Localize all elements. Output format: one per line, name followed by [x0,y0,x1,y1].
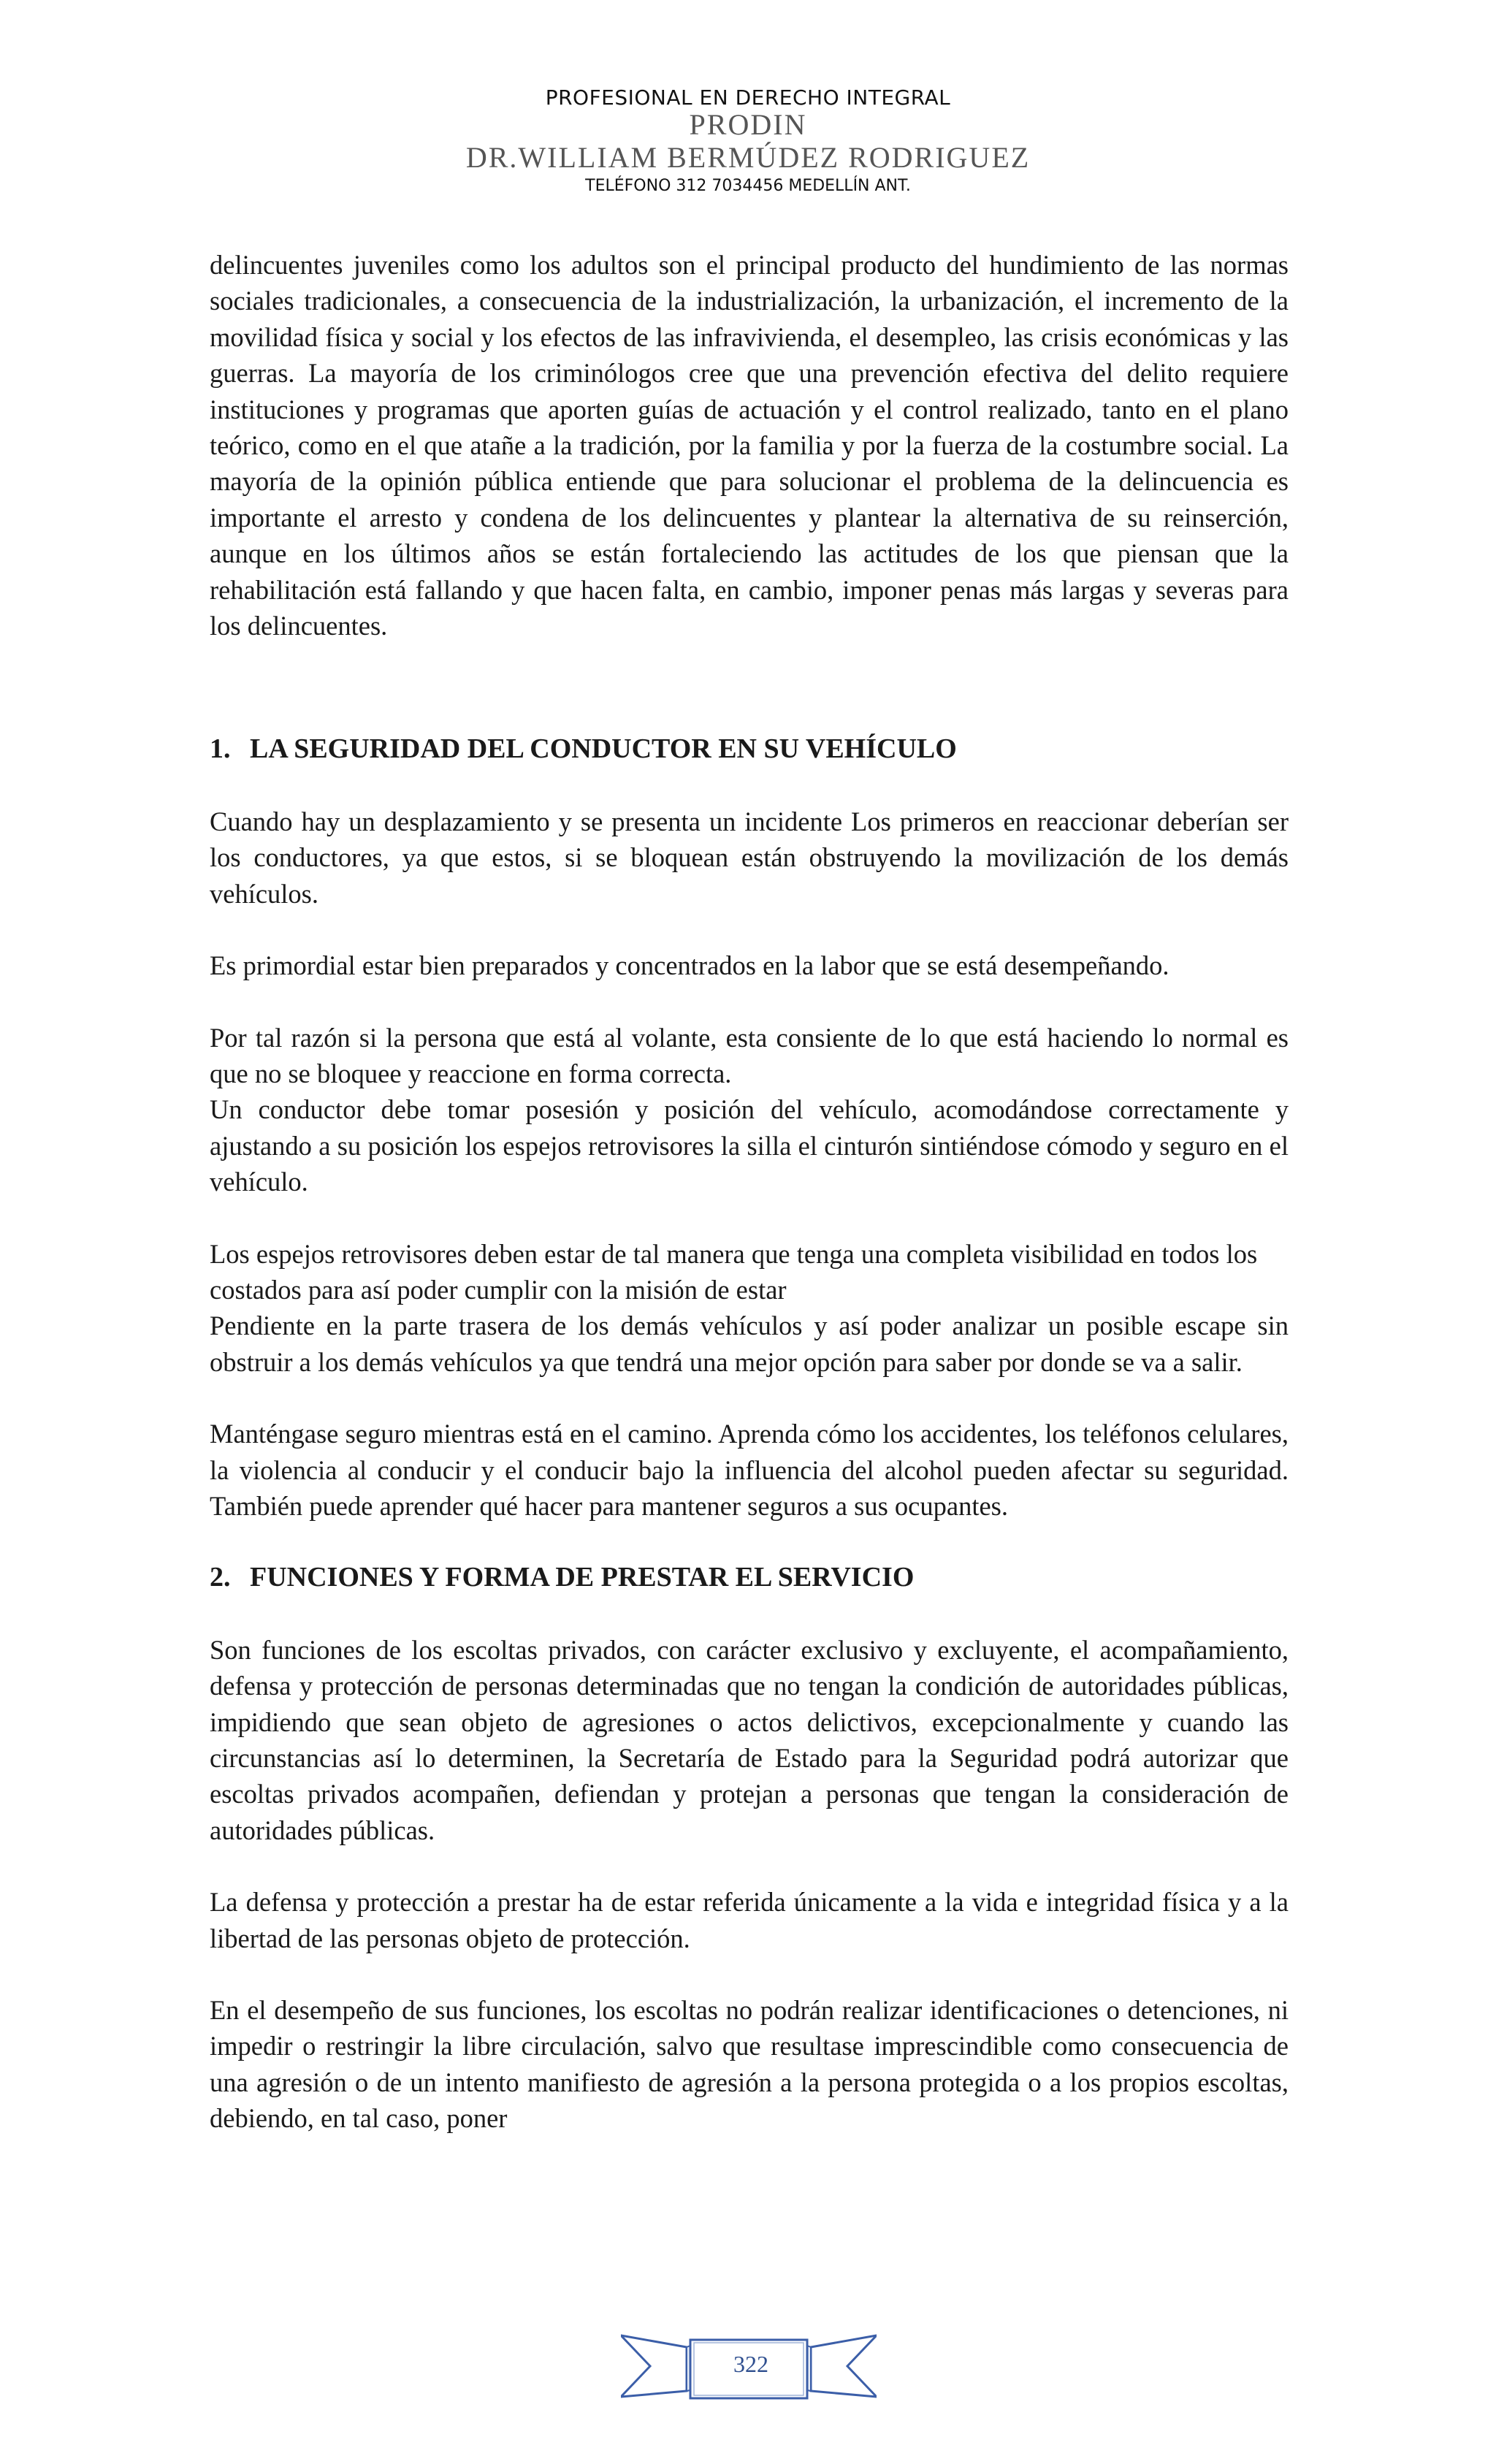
section-1-paragraph: Pendiente en la parte trasera de los demás vehículos y así poder analizar un posible escape sin obstruir a los demás vehículos ya que tendrá una mejor opción para saber por donde se va a salir. [210,1311,1289,1377]
section-1-paragraph: Es primordial estar bien preparados y concentrados en la labor que se está desempeñando. [210,950,1169,981]
page-number: 322 [733,2351,768,2377]
section-2-paragraph: La defensa y protección a prestar ha de estar referida únicamente a la vida e integridad física y a la libertad de las personas objeto de protección. [210,1887,1289,1953]
section-2-heading [210,1560,1289,1595]
document-body [210,247,1289,2137]
section-1-title: LA SEGURIDAD DEL CONDUCTOR EN SU VEHÍCULO [250,733,957,765]
section-2-paragraph: En el desempeño de sus funciones, los escoltas no podrán realizar identificaciones o detenciones, ni impedir o restringir la libre circulación, salvo que resultase imprescindible como consecuencia de una agresión o de un intento manifiesto de agresión a la persona protegida o a los propios escoltas, debiendo, en tal caso, poner [210,1995,1289,2134]
spacer [210,1380,1289,1416]
spacer [210,1524,1289,1560]
section-2-number: 2. [210,1562,231,1593]
section-2-title: FUNCIONES Y FORMA DE PRESTAR EL SERVICIO [250,1562,915,1593]
section-1-paragraph: Un conductor debe tomar posesión y posición del vehículo, acomodándose correctamente y ajustando a su posición los espejos retrovisores la silla el cinturón sintiéndose cómodo y seguro en el vehículo. [210,1094,1289,1197]
section-2-paragraph: Son funciones de los escoltas privados, con carácter exclusivo y excluyente, el acompañamiento, defensa y protección de personas determinadas que no tengan la condición de autoridades públicas, impidiendo que sean objeto de agresiones o actos delictivos, excepcionalmente y cuando las circunstancias así lo determinen, la Secretaría de Estado para la Seguridad podrá autorizar que escoltas privados acompañen, defiendan y protejan a personas que tengan la consideración de autoridades públicas. [210,1634,1289,1845]
spacer [210,768,1289,804]
spacer [210,1200,1289,1236]
section-1-paragraph: Los espejos retrovisores deben estar de tal manera que tenga una completa visibilidad en todos los costados para así poder cumplir con la misión de estar [210,1238,1258,1305]
page-header [0,86,1496,196]
section-1-number: 1. [210,733,231,765]
section-1-paragraph: Por tal razón si la persona que está al volante, esta consiente de lo que está haciendo lo normal es que no se bloquee y reaccione en forma correcta. [210,1022,1289,1088]
section-1-paragraph: Manténgase seguro mientras está en el camino. Aprenda cómo los accidentes, los teléfonos celulares, la violencia al conducir y el conducir bajo la influencia del alcohol pueden afectar su seguridad. También puede aprender qué hacer para mantener seguros a sus ocupantes. [210,1419,1289,1521]
page-footer [0,2327,1496,2436]
spacer [210,715,1289,731]
spacer [210,1956,1289,1992]
header-author: DR.WILLIAM BERMÚDEZ RODRIGUEZ [465,141,1031,175]
header-acronym: PRODIN [689,108,807,142]
spacer [210,984,1289,1020]
spacer [210,1848,1289,1884]
section-1-paragraph: Cuando hay un desplazamiento y se presenta un incidente Los primeros en reaccionar deberían ser los conductores, ya que estos, si se bloquean están obstruyendo la movilización de los demás vehículos. [210,806,1289,909]
header-firm-name: PROFESIONAL EN DERECHO INTEGRAL [545,85,951,110]
header-contact: TELÉFONO 312 7034456 MEDELLÍN ANT. [585,176,911,195]
intro-paragraph: delincuentes juveniles como los adultos son el principal producto del hundimiento de las normas sociales tradicionales, a consecuencia de la industrialización, la urbanización, el incremento de la movilidad física y social y los efectos de las infravivienda, el desempleo, las crisis económicas y las guerras. La mayoría de los criminólogos cree que una prevención efectiva del delito requiere instituciones y programas que aporten guías de actuación y el control realizado, tanto en el plano teórico, como en el que atañe a la tradición, por la familia y por la fuerza de la costumbre social. La mayoría de la opinión pública entiende que para solucionar el problema de la delincuencia es importante el arresto y condena de los delincuentes y plantear la alternativa de su reinserción, aunque en los últimos años se están fortaleciendo las actitudes de los que piensan que la rehabilitación está fallando y que hacen falta, en cambio, imponer penas más largas y severas para los delincuentes. [210,250,1289,641]
spacer [210,1596,1289,1632]
spacer [210,912,1289,947]
section-1-heading [210,731,1289,767]
spacer [210,644,1289,715]
